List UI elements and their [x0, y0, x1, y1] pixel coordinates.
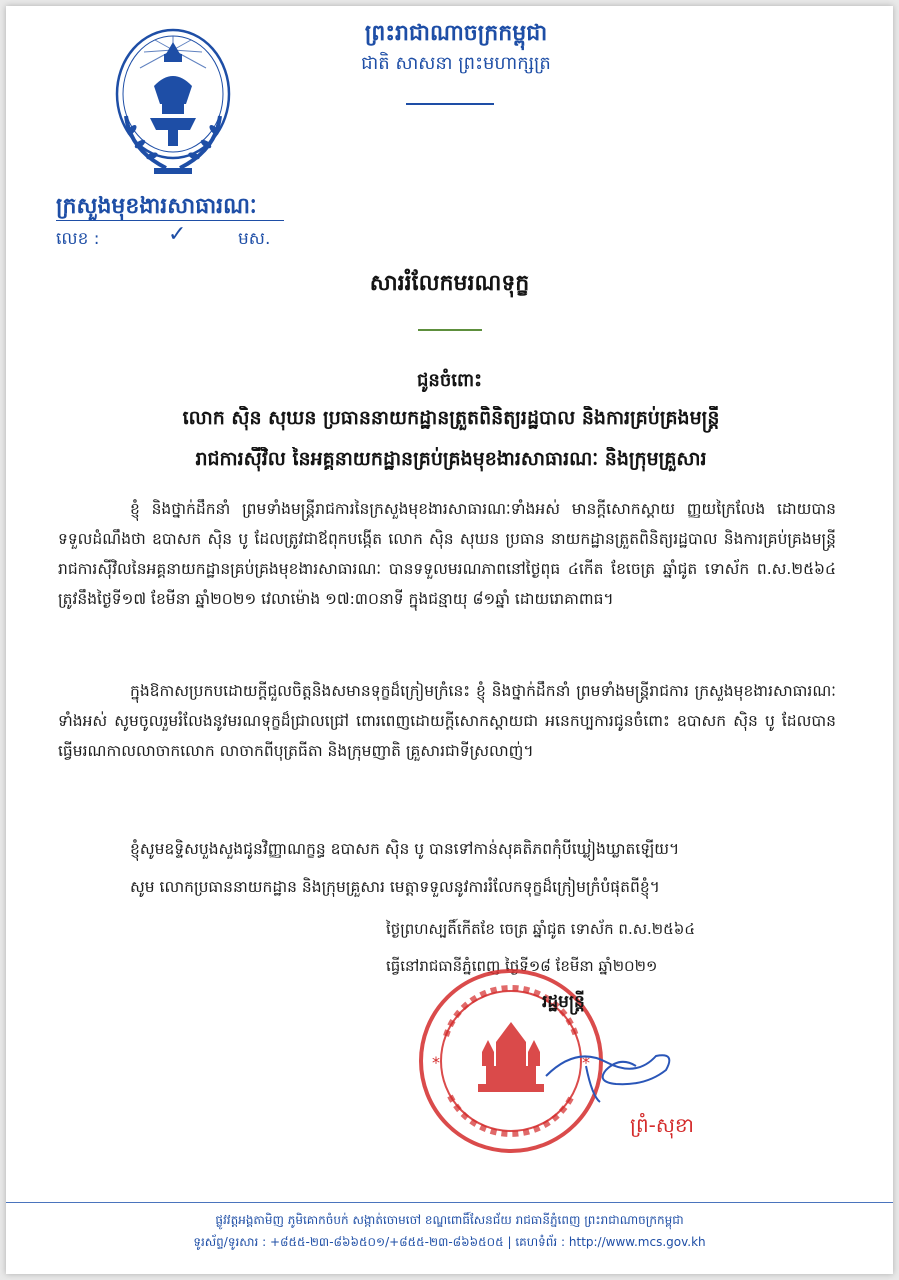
checkmark-icon: ✓: [168, 222, 187, 247]
letter-page: [6, 6, 893, 1274]
paragraph-text: សូម លោកប្រធាននាយកដ្ឋាន និងក្រុមគ្រួសារ មេត្តាទទួលនូវការរំលែកទុក្ខដ៏ក្រៀមក្រំបំផុតពីខ្ញុំ។: [130, 878, 660, 896]
svg-text:*: *: [432, 1053, 440, 1072]
ministry-underline: [56, 220, 284, 221]
svg-text:*: *: [582, 1053, 590, 1072]
footer-divider: [6, 1202, 893, 1203]
paragraph-3: [58, 834, 836, 864]
solar-date: ធ្វើនៅរាជធានីភ្នំពេញ ថ្ងៃទី១៨ ខែមីនា ឆ្នាំ២០២១: [386, 957, 658, 975]
to-label: ជូនចំពោះ: [416, 370, 483, 391]
lunar-date: ថ្ងៃព្រហស្បតិ៍កើតខែ ចេត្រ ឆ្នាំជូត ទោស័ក ព.ស.២៥៦៤: [386, 920, 695, 938]
reference-suffix: មស.: [238, 229, 271, 249]
header-ornament: [406, 103, 494, 105]
paragraph-text: ខ្ញុំ និងថ្នាក់ដឹកនាំ ព្រមទាំងមន្ត្រីរាជការនៃក្រសួងមុខងារសាធារណៈទាំងអស់ មានក្តីសោកស្តាយ ញ្ញយក្រៃលែង ដោយបានទទួលដំណឹងថា ឧបាសក ស៊ិន បូ ដែលត្រូវជាឪពុកបង្កើត លោក ស៊ិន សុឃន ប្រធាន នាយកដ្ឋានត្រួតពិនិត្យរដ្ឋបាល និងការគ្រប់គ្រងមន្ត្រីរាជការស៊ីវិលនៃអគ្គនាយកដ្ឋានគ្រប់គ្រងមុខងារសាធារណៈ បានទទួលមរណភាពនៅថ្ងៃពុធ ៤កើត ខែចេត្រ ឆ្នាំជូត ទោស័ក ព.ស.២៥៦៤ ត្រូវនឹងថ្ងៃទី១៧ ខែមីនា ឆ្នាំ២០២១ វេលាម៉ោង ១៧:៣០នាទី ក្នុងជន្មាយុ ៨១ឆ្នាំ ដោយរោគាពាធ។: [58, 500, 836, 608]
ministry-name: ក្រសួងមុខងារសាធារណៈ: [56, 194, 257, 219]
signature-icon: [536, 1026, 696, 1106]
letter-title: សាររំលែកមរណទុក្ខ: [369, 271, 530, 296]
addressee-line-2: រាជការស៊ីវិល នៃអគ្គនាយកដ្ឋានគ្រប់គ្រងមុខងារសាធារណៈ និងក្រុមគ្រួសារ: [195, 448, 707, 470]
ministry-emblem-icon: [110, 20, 236, 190]
paragraph-text: ក្នុងឱកាសប្រកបដោយក្តីជួលចិត្តនិងសមានទុក្ខដ៏ក្រៀមក្រំនេះ ខ្ញុំ និងថ្នាក់ដឹកនាំ ព្រមទាំងមន្ត្រីរាជការ ក្រសួងមុខងារសាធារណៈទាំងអស់ សូមចូលរួមរំលែងនូវមរណទុក្ខដ៏ជ្រាលជ្រៅ ពោរពេញដោយក្តីសោកស្តាយជា អនេកប្បការជូនចំពោះ ឧបាសក ស៊ិន បូ ដែលបានធ្វើមរណកាលលាចាកលោក លាចាកពីបុត្រធីតា និងក្រុមញាតិ គ្រួសារជាទីស្រលាញ់។: [58, 682, 836, 760]
addressee-line-1: លោក ស៊ិន សុឃន ប្រធាននាយកដ្ឋានត្រួតពិនិត្យរដ្ឋបាល និងការគ្រប់គ្រងមន្ត្រី: [182, 407, 720, 429]
title-divider: [418, 329, 482, 331]
reference-number-label: លេខ :: [56, 229, 100, 249]
paragraph-text: ខ្ញុំសូមឧទ្ទិសបួងសួងជូនវិញ្ញាណក្ខន្ធ ឧបាសក ស៊ិន បូ បានទៅកាន់សុគតិភពកុំបីឃ្លៀងឃ្លាតឡើយ។: [130, 840, 680, 858]
paragraph-1: [58, 494, 836, 614]
kingdom-name: ព្រះរាជាណាចក្រកម្ពុជា: [364, 21, 548, 46]
paragraph-2: [58, 676, 836, 766]
kingdom-header: [326, 18, 586, 78]
paragraph-4: [58, 872, 836, 902]
signatory-title: រដ្ឋមន្ត្រី: [542, 992, 585, 1012]
signatory-name: ព្រំ-សុខា: [630, 1113, 694, 1137]
national-motto: ជាតិ សាសនា ព្រះមហាក្សត្រ: [361, 53, 551, 74]
footer-contact: ទូរស័ព្ទ/ទូរសារ : +៨៥៥-២៣-៨៦៦៥០១/+៨៥៥-២៣-៨៦៦៥០៥ | គេហទំព័រ : http://www.mcs.gov.kh: [193, 1235, 706, 1249]
footer-address: ផ្លូវវត្តអង្គតាមិញ ភូមិគោកចំបក់ សង្កាត់ចោមចៅ ខណ្ឌពោធិ៍សែនជ័យ រាជធានីភ្នំពេញ ព្រះរាជាណាចក្រកម្ពុជា: [215, 1213, 684, 1227]
